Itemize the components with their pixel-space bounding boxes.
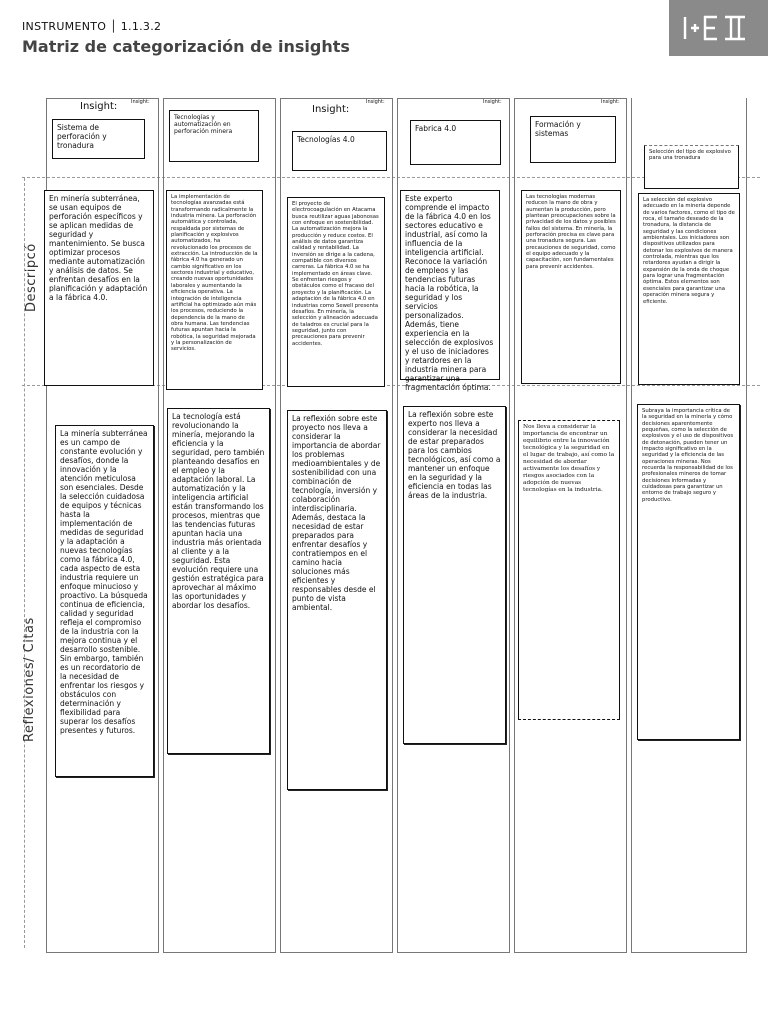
reflexion-6: Subraya la importancia crítica de la seguridad en la minería y cómo decisiones aparentemente pequeñas, como la selección de explosivos y el uso de dispositivos de detonación, pueden tener un impacto significativo en la seguridad y la eficiencia de las operaciones mineras. Nos recuerda la responsabilidad de los profesionales mineros de tomar decisiones informadas y cuidadosas para garantizar un entorno de trabajo seguro y productivo.: [637, 404, 740, 740]
insight-label: Insight:: [80, 101, 118, 112]
descripcion-5: Las tecnologías modernas reducen la mano de obra y aumentan la producción, pero plantean preocupaciones sobre la privacidad de los datos y posibles fallos del sistema. En minería, la perforación precisa es clave para una tronadura segura. Las precauciones de seguridad, como el equipo adecuado y la capacitación, son fundamentales para prevenir accidentes.: [521, 190, 621, 384]
row-label-reflexiones: Reflexiones/ Citas: [22, 617, 37, 742]
descripcion-4: Este experto comprende el impacto de la fábrica 4.0 en los sectores educativo e industrial, así como la influencia de la inteligencia artificial. Reconoce la variación de empleos y las tendencias futuras hacia la robótica, la seguridad y los servicios personalizados. Además, tiene experiencia en la selección de explosivos y el uso de iniciadores y retardores en la industria minera para garantizar una fragmentación óptima.: [400, 190, 500, 380]
ie-logo: [669, 0, 768, 56]
insight-title-2: Tecnologías y automatización en perforación minera: [169, 110, 259, 162]
insight-label-small: Insight:: [601, 99, 620, 105]
insight-title-6: Selección del tipo de explosivo para una tronadura: [644, 145, 739, 189]
reflexion-5: Nos lleva a considerar la importancia de encontrar un equilibrio entre la innovación tecnológica y la seguridad en el lugar de trabajo, así como la necesidad de abordar activamente los desafíos y riesgos asociados con la adopción de nuevas tecnologías en la industria.: [518, 420, 620, 720]
insight-label: Insight:: [312, 104, 350, 115]
ie-logo-icon: [679, 13, 759, 43]
reflexion-2: La tecnología está revolucionando la minería, mejorando la eficiencia y la seguridad, pero también planteando desafíos en el empleo y la adaptación laboral. La automatización y la inteligencia artificial están transformando los procesos, mientras que las tendencias futuras apuntan hacia una industria más orientada al cliente y a la seguridad. Esta evolución requiere una gestión estratégica para aprovechar al máximo las oportunidades y abordar los desafíos.: [167, 408, 270, 754]
insight-title-4: Fabrica 4.0: [410, 120, 501, 165]
insight-title-3: Tecnologías 4.0: [292, 131, 387, 171]
insight-label-small: Insight:: [366, 99, 385, 105]
descripcion-3: El proyecto de electrocoagulación en Atacama busca reutilizar aguas jabonosas con enfoque en sostenibilidad. La automatización mejora la producción y reduce costos. El análisis de datos garantiza calidad y rentabilidad. La inversión se dirige a la cadena, compatible con diversos carreras. La fábrica 4.0 se ha implementado en áreas clave. Se enfrentan riesgos y obstáculos como el fracaso del proyecto y la planificación. La adaptación de la fábrica 4.0 en industrias como Sewell presenta desafíos. En minería, la selección y alineación adecuada de taladros es crucial para la seguridad, junto con precauciones para prevenir accidentes.: [287, 197, 385, 387]
insight-label-small: Insight:: [131, 99, 150, 105]
insight-title-5: Formación y sistemas: [530, 116, 616, 163]
page-title: Matriz de categorización de insights: [22, 37, 350, 56]
instrument-code: INSTRUMENTO │ 1.1.3.2: [22, 20, 162, 33]
reflexion-1: La minería subterránea es un campo de constante evolución y desafíos, donde la innovación y la atención meticulosa son esenciales. Desde la selección cuidadosa de equipos y técnicas hasta la implementación de medidas de seguridad y la adaptación a nuevas tecnologías como la fábrica 4.0, cada aspecto de esta industria requiere un enfoque minucioso y proactivo. La búsqueda continua de eficiencia, calidad y seguridad refleja el compromiso de la industria con la mejora continua y el desarrollo sostenible. Sin embargo, también es un recordatorio de la necesidad de enfrentar los riesgos y obstáculos con determinación y flexibilidad para superar los desafíos presentes y futuros.: [55, 425, 154, 777]
descripcion-6: La selección del explosivo adecuado en la minería depende de varios factores, como el tipo de roca, el tamaño deseado de la tronadura, la distancia de seguridad y las condiciones ambientales. Los iniciadores son dispositivos utilizados para detonar los explosivos de manera controlada, mientras que los retardores ayudan a dirigir la expansión de la onda de choque para lograr una fragmentación óptima. Estos elementos son esenciales para garantizar una operación minera segura y eficiente.: [638, 193, 740, 385]
insight-label-small: Insight:: [483, 99, 502, 105]
insight-title-1: Sistema de perforación y tronadura: [52, 119, 145, 159]
descripcion-2: La implementación de tecnologías avanzadas está transformando radicalmente la industria minera. La perforación automática y controlada, respaldada por sistemas de planificación y explosivos automatizados, ha revolucionado los procesos de extracción. La introducción de la fábrica 4.0 ha generado un cambio significativo en los sectores industrial y educativo, creando nuevas oportunidades laborales y aumentando la eficiencia operativa. La integración de inteligencia artificial ha optimizado aún más los procesos, reduciendo la dependencia de la mano de obra humana. Las tendencias futuras apuntan hacia la robótica, la seguridad mejorada y la personalización de servicios.: [166, 190, 263, 390]
descripcion-1: En minería subterránea, se usan equipos de perforación específicos y se aplican medidas de seguridad y mantenimiento. Se busca optimizar procesos mediante automatización y análisis de datos. Se enfrentan desafíos en la planificación y adaptación a la fábrica 4.0.: [44, 190, 154, 386]
row-label-descripcion: Descripcó: [24, 243, 39, 312]
reflexion-4: La reflexión sobre este experto nos lleva a considerar la necesidad de estar preparados para los cambios tecnológicos, así como a mantener un enfoque en la seguridad y la eficiencia en todas las áreas de la industria.: [403, 406, 506, 744]
reflexion-3: La reflexión sobre este proyecto nos lleva a considerar la importancia de abordar los problemas medioambientales y de sostenibilidad con una combinación de tecnología, inversión y colaboración interdisciplinaria. Además, destaca la necesidad de estar preparados para enfrentar desafíos y contratiempos en el camino hacia soluciones más eficientes y responsables desde el punto de vista ambiental.: [287, 410, 387, 790]
